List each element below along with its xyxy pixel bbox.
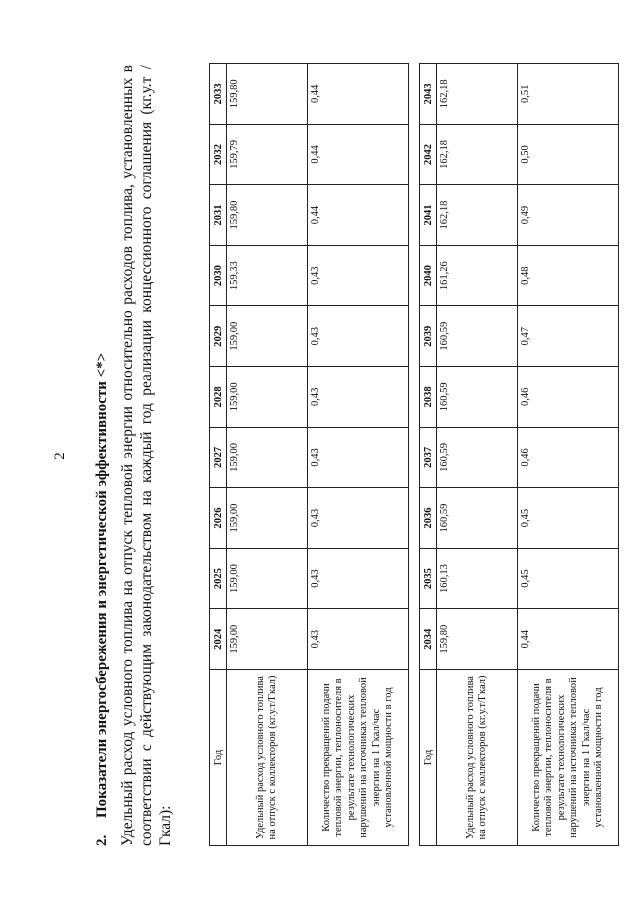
year-cell: 2036 bbox=[420, 488, 437, 549]
interruptions-value: 0,43 bbox=[308, 427, 409, 488]
interruptions-value: 0,48 bbox=[518, 245, 619, 306]
fuel-value: 159,00 bbox=[227, 427, 308, 488]
year-cell: 2043 bbox=[420, 64, 437, 125]
interruptions-value: 0,43 bbox=[308, 367, 409, 428]
fuel-value: 160,59 bbox=[437, 427, 518, 488]
interruptions-value: 0,45 bbox=[518, 548, 619, 609]
interruptions-value: 0,44 bbox=[308, 64, 409, 125]
fuel-value: 161,26 bbox=[437, 245, 518, 306]
year-cell: 2026 bbox=[210, 488, 227, 549]
page-number: 2 bbox=[52, 452, 68, 460]
interruptions-value: 0,44 bbox=[308, 185, 409, 246]
fuel-value: 162,18 bbox=[437, 64, 518, 125]
fuel-value: 159,00 bbox=[227, 367, 308, 428]
year-cell: 2032 bbox=[210, 124, 227, 185]
year-cell: 2034 bbox=[420, 609, 437, 670]
interruptions-value: 0,43 bbox=[308, 488, 409, 549]
fuel-value: 159,00 bbox=[227, 548, 308, 609]
fuel-value: 162,18 bbox=[437, 185, 518, 246]
fuel-value: 160,59 bbox=[437, 488, 518, 549]
interruptions-value: 0,50 bbox=[518, 124, 619, 185]
fuel-value: 160,59 bbox=[437, 306, 518, 367]
fuel-value: 159,80 bbox=[227, 185, 308, 246]
interruptions-label: Количество прекращений подачи тепловой энергии, теплоносителя в результате технологических нарушений на источниках тепловой энергии на 1 Гкал/час установленной мощности в год bbox=[518, 670, 619, 846]
section-heading bbox=[94, 86, 111, 846]
interruptions-row bbox=[518, 64, 619, 846]
interruptions-value: 0,51 bbox=[518, 64, 619, 125]
fuel-row bbox=[227, 64, 308, 846]
interruptions-label: Количество прекращений подачи тепловой энергии, теплоносителя в результате технологических нарушений на источниках тепловой энергии на 1 Гкал/час установленной мощности в год bbox=[308, 670, 409, 846]
fuel-label: Удельный расход условного топлива на отпуск с коллекторов (кг.у.т/Гкал) bbox=[227, 670, 308, 846]
fuel-value: 160,13 bbox=[437, 548, 518, 609]
interruptions-value: 0,49 bbox=[518, 185, 619, 246]
indicators-table-body bbox=[210, 64, 619, 846]
interruptions-value: 0,45 bbox=[518, 488, 619, 549]
interruptions-value: 0,47 bbox=[518, 306, 619, 367]
interruptions-value: 0,44 bbox=[518, 609, 619, 670]
fuel-value: 159,33 bbox=[227, 245, 308, 306]
fuel-value: 159,00 bbox=[227, 488, 308, 549]
fuel-value: 159,00 bbox=[227, 609, 308, 670]
interruptions-value: 0,43 bbox=[308, 548, 409, 609]
indicators-table bbox=[209, 63, 629, 846]
year-label: Год bbox=[210, 670, 227, 846]
year-row bbox=[420, 64, 437, 846]
year-cell: 2031 bbox=[210, 185, 227, 246]
interruptions-value: 0,43 bbox=[308, 245, 409, 306]
indicators-grid bbox=[209, 63, 619, 846]
interruptions-value: 0,46 bbox=[518, 367, 619, 428]
year-row bbox=[210, 64, 227, 846]
fuel-value: 159,79 bbox=[227, 124, 308, 185]
year-label: Год bbox=[420, 670, 437, 846]
interruptions-value: 0,43 bbox=[308, 609, 409, 670]
year-cell: 2039 bbox=[420, 306, 437, 367]
interruptions-value: 0,43 bbox=[308, 306, 409, 367]
interruptions-row bbox=[308, 64, 409, 846]
year-cell: 2024 bbox=[210, 609, 227, 670]
intro-paragraph: Удельный расход условного топлива на отпуск тепловой энергии относительно расходов топлива, установленных в соответствии с действующим законодательством на каждый год реализации концессионного соглашения (кг.у.т /Гкал): bbox=[119, 65, 174, 846]
year-cell: 2041 bbox=[420, 185, 437, 246]
fuel-label: Удельный расход условного топлива на отпуск с коллекторов (кг.у.т/Гкал) bbox=[437, 670, 518, 846]
fuel-value: 159,80 bbox=[227, 64, 308, 125]
table-gap bbox=[409, 64, 420, 846]
year-cell: 2037 bbox=[420, 427, 437, 488]
year-cell: 2025 bbox=[210, 548, 227, 609]
year-cell: 2027 bbox=[210, 427, 227, 488]
interruptions-value: 0,44 bbox=[308, 124, 409, 185]
fuel-value: 162,18 bbox=[437, 124, 518, 185]
fuel-value: 159,80 bbox=[437, 609, 518, 670]
year-cell: 2042 bbox=[420, 124, 437, 185]
fuel-row bbox=[437, 64, 518, 846]
year-cell: 2029 bbox=[210, 306, 227, 367]
table-gap-cell bbox=[409, 64, 420, 846]
year-cell: 2028 bbox=[210, 367, 227, 428]
interruptions-value: 0,46 bbox=[518, 427, 619, 488]
year-cell: 2040 bbox=[420, 245, 437, 306]
fuel-value: 159,00 bbox=[227, 306, 308, 367]
year-cell: 2035 bbox=[420, 548, 437, 609]
year-cell: 2030 bbox=[210, 245, 227, 306]
year-cell: 2038 bbox=[420, 367, 437, 428]
fuel-value: 160,59 bbox=[437, 367, 518, 428]
section-title: Показатели энергосбережения и энергетической эффективности <*> bbox=[94, 352, 110, 818]
year-cell: 2033 bbox=[210, 64, 227, 125]
section-number: 2. bbox=[94, 834, 110, 846]
